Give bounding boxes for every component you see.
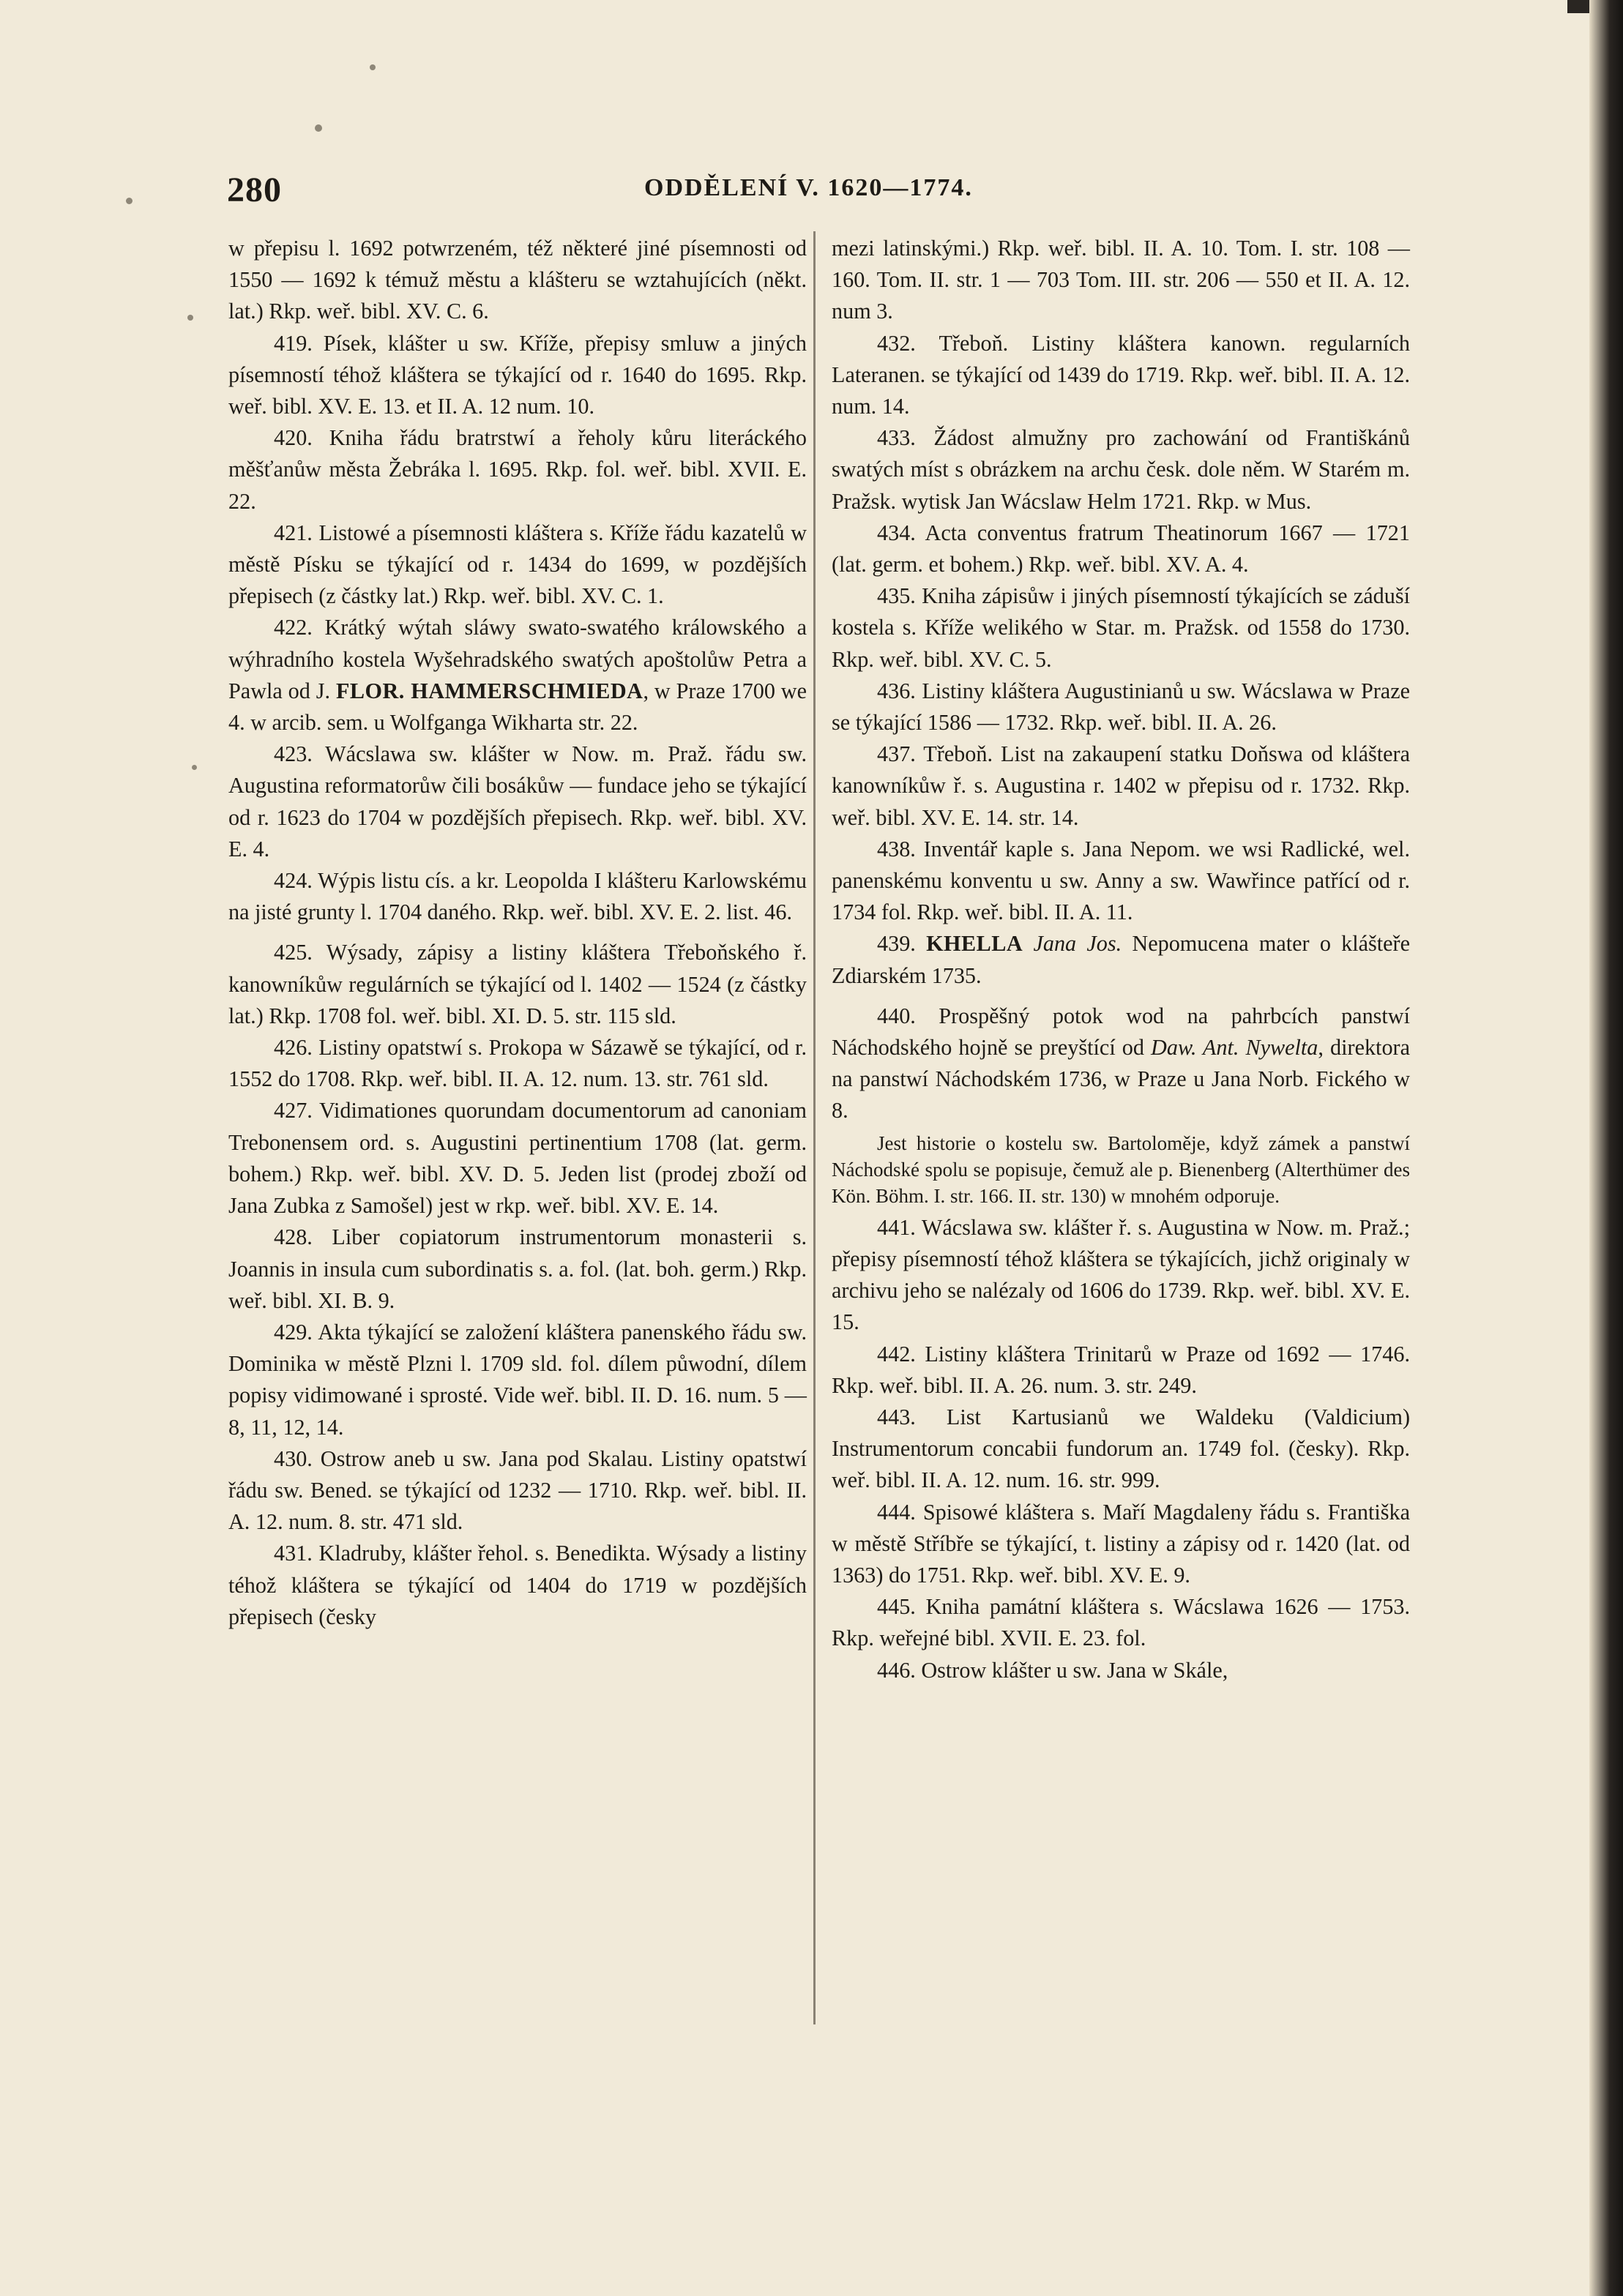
entry-text: 434. Acta conventus fratrum Theatinorum 1667 — 1721 (lat. germ. et bohem.) Rkp. weř. bibl. XV. A. 4.	[832, 520, 1410, 577]
entry-text: w přepisu l. 1692 potwrzeném, též některé jiné písemnosti od 1550 — 1692 k témuž městu a klášteru se wztahujících (někt. lat.) Rkp. weř. bibl. XV. C. 6.	[228, 236, 807, 324]
paper-speck	[187, 315, 193, 321]
footnote-paragraph	[832, 1130, 1410, 1209]
catalog-entry	[832, 517, 1410, 580]
entry-text: 424. Wýpis listu cís. a kr. Leopolda I klášteru Karlowskému na jisté grunty l. 1704 daného. Rkp. weř. bibl. XV. E. 2. list. 46.	[228, 868, 807, 925]
left-column	[228, 233, 807, 1633]
catalog-entry	[228, 937, 807, 1032]
catalog-entry	[832, 928, 1410, 991]
catalog-entry	[832, 1591, 1410, 1654]
catalog-entry	[832, 580, 1410, 676]
catalog-entry	[832, 328, 1410, 423]
entry-text: Jest historie o kostelu sw. Bartoloměje, když zámek a panstwí Náchodské spolu se popisuje, čemuž ale p. Bienenberg (Alterthümer des Kön. Böhm. I. str. 166. II. str. 130) w mnohém odporuje.	[832, 1132, 1410, 1207]
entry-text: mezi latinskými.) Rkp. weř. bibl. II. A. 10. Tom. I. str. 108 — 160. Tom. II. str. 1 — 703 Tom. III. str. 206 — 550 et II. A. 12. num 3.	[832, 236, 1410, 324]
catalog-entry	[832, 1497, 1410, 1592]
page-number: 280	[227, 171, 282, 209]
right-column	[832, 233, 1410, 1686]
entry-text: 440. Prospěšný potok wod na pahrbcích panstwí Náchodského hojně se preyštící od	[832, 1003, 1410, 1061]
entry-text: 445. Kniha památní kláštera s. Wácslawa 1626 — 1753. Rkp. weřejné bibl. XVII. E. 23. fol.	[832, 1594, 1410, 1651]
catalog-entry	[832, 676, 1410, 738]
catalog-entry	[832, 422, 1410, 517]
entry-text: 446. Ostrow klášter u sw. Jana w Skále,	[877, 1657, 1228, 1683]
entry-text: 439.	[877, 931, 916, 957]
entry-author-italic: Daw. Ant. Nywelta	[1151, 1035, 1318, 1061]
catalog-entry	[832, 1001, 1410, 1127]
entry-text: 444. Spisowé kláštera s. Maří Magdaleny řádu s. Františka w městě Stříbře se týkající, t. listiny a zápisy od r. 1420 (lat. od 1363) do 1751. Rkp. weř. bibl. XV. E. 9.	[832, 1499, 1410, 1588]
entry-author-italic: Jana Jos.	[1033, 931, 1122, 957]
entry-text: 427. Vidimationes quorundam documentorum ad canoniam Trebonensem ord. s. Augustini pertinentium 1708 (lat. germ. bohem.) Rkp. weř. bibl. XV. D. 5. Jeden list (prodej zboží od Jana Zubka z Samošel) jest w rkp. weř. bibl. XV. E. 14.	[228, 1098, 807, 1219]
catalog-entry	[228, 517, 807, 613]
entry-text-after: Nepomucena mater o klášteře Zdiarském 1735.	[832, 931, 1411, 988]
entry-text: 438. Inventář kaple s. Jana Nepom. we wsi Radlické, wel. panenskému konventu u sw. Anny a sw. Wawřince patřící od r. 1734 fol. Rkp. weř. bibl. II. A. 11.	[832, 836, 1410, 925]
entry-text: 419. Písek, klášter u sw. Kříže, přepisy smluw a jiných písemností téhož kláštera se týkající od r. 1640 do 1695. Rkp. weř. bibl. XV. E. 13. et II. A. 12 num. 10.	[228, 330, 807, 419]
entry-text: 425. Wýsady, zápisy a listiny kláštera Třeboňského ř. kanowníkůw regulárních se týkající od l. 1402 — 1524 (z částky lat.) Rkp. 1708 fol. weř. bibl. XI. D. 5. str. 115 sld.	[228, 940, 807, 1028]
entry-text: 431. Kladruby, klášter řehol. s. Benedikta. Wýsady a listiny téhož kláštera se týkající od 1404 do 1719 w pozdějších přepisech (česky	[228, 1541, 807, 1629]
entry-text: 430. Ostrow aneb u sw. Jana pod Skalau. Listiny opatstwí řádu sw. Bened. se týkající od 1232 — 1710. Rkp. weř. bibl. II. A. 12. num. 8. str. 471 sld.	[228, 1446, 807, 1535]
entry-text: 421. Listowé a písemnosti kláštera s. Kříže řádu kazatelů w městě Písku se týkající od r. 1434 do 1699, w pozdějších přepisech (z částky lat.) Rkp. weř. bibl. XV. C. 1.	[228, 520, 807, 609]
entry-text: 423. Wácslawa sw. klášter w Now. m. Praž. řádu sw. Augustina reformatorůw čili bosákůw — fundace jeho se týkající od r. 1623 do 1704 w pozdějších přepisech. Rkp. weř. bibl. XV. E. 4.	[228, 741, 807, 861]
entry-text: 429. Akta týkající se založení kláštera panenského řádu sw. Dominika w městě Plzni l. 1709 sld. fol. dílem půwodní, dílem popisy vidimowané i sprosté. Vide weř. bibl. II. D. 16. num. 5 — 8, 11, 12, 14.	[228, 1319, 807, 1440]
catalog-entry	[832, 834, 1410, 929]
entry-text: 436. Listiny kláštera Augustinianů u sw. Wácslawa w Praze se týkající 1586 — 1732. Rkp. weř. bibl. II. A. 26.	[832, 678, 1410, 736]
paper-speck	[370, 64, 376, 70]
catalog-entry	[832, 1212, 1410, 1339]
catalog-entry	[228, 233, 807, 328]
entry-text: 441. Wácslawa sw. klášter ř. s. Augustina w Now. m. Praž.; přepisy písemností téhož kláštera se týkajících, jichž originaly w archivu jeho se nalézaly od 1606 do 1739. Rkp. weř. bibl. XV. E. 15.	[832, 1214, 1410, 1335]
catalog-entry	[228, 1317, 807, 1443]
entry-text: 437. Třeboň. List na zakaupení statku Doňswa od kláštera kanowníkůw ř. s. Augustina r. 1402 w přepisu od r. 1732. Rkp. weř. bibl. XV. E. 14. str. 14.	[832, 741, 1410, 830]
entry-text: 433. Žádost almužny pro zachowání od Františkánů swatých míst s obrázkem na archu česk. dole něm. W Starém m. Pražsk. wytisk Jan Wácslaw Helm 1721. Rkp. w Mus.	[832, 425, 1410, 514]
paper-speck	[315, 124, 322, 132]
catalog-entry	[228, 738, 807, 865]
entry-text: 435. Kniha zápisůw i jiných písemností týkajících se záduší kostela s. Kříže welikého w Star. m. Pražsk. od 1558 do 1730. Rkp. weř. bibl. XV. C. 5.	[832, 583, 1410, 672]
entry-text: 442. Listiny kláštera Trinitarů w Praze od 1692 — 1746. Rkp. weř. bibl. II. A. 26. num. 3. str. 249.	[832, 1341, 1410, 1398]
entry-text: 432. Třeboň. Listiny kláštera kanown. regularních Lateranen. se týkající od 1439 do 1719. Rkp. weř. bibl. II. A. 12. num. 14.	[832, 330, 1410, 419]
entry-author: KHELLA	[926, 931, 1023, 957]
entry-text: 420. Kniha řádu bratrstwí a řeholy kůru literáckého měšťanůw města Žebráka l. 1695. Rkp. fol. weř. bibl. XVII. E. 22.	[228, 425, 807, 514]
entry-author: FLOR. HAMMERSCHMIEDA	[335, 678, 643, 703]
catalog-entry	[228, 328, 807, 423]
catalog-entry	[228, 865, 807, 928]
catalog-entry	[228, 1443, 807, 1538]
catalog-entry	[832, 233, 1410, 328]
page-corner-mark	[1567, 0, 1589, 13]
paper-speck	[192, 765, 197, 770]
catalog-entry	[228, 422, 807, 517]
catalog-entry	[228, 1538, 807, 1633]
entry-text-after: , direktora na panstwí Náchodském 1736, w Praze u Jana Norb. Fického w 8.	[832, 1035, 1410, 1123]
entry-text: 428. Liber copiatorum instrumentorum monasterii s. Joannis in insula cum subordinatis s. a. fol. (lat. boh. germ.) Rkp. weř. bibl. XI. B. 9.	[228, 1224, 807, 1313]
page-edge	[1589, 0, 1623, 2296]
paper-speck	[126, 198, 133, 204]
catalog-entry	[228, 612, 807, 738]
catalog-entry	[228, 1222, 807, 1317]
page-header	[227, 170, 1428, 214]
running-title: ODDĚLENÍ V. 1620—1774.	[644, 174, 973, 201]
catalog-entry	[228, 1032, 807, 1095]
catalog-entry	[832, 1402, 1410, 1497]
catalog-entry	[832, 1339, 1410, 1402]
entry-text: 426. Listiny opatstwí s. Prokopa w Sázawě se týkající, od r. 1552 do 1708. Rkp. weř. bibl. II. A. 12. num. 13. str. 761 sld.	[228, 1035, 807, 1092]
catalog-entry	[228, 1095, 807, 1222]
catalog-entry	[832, 738, 1410, 834]
entry-text: 443. List Kartusianů we Waldeku (Valdicium) Instrumentorum concabii fundorum an. 1749 fol. (česky). Rkp. weř. bibl. II. A. 12. num. 16. str. 999.	[832, 1404, 1410, 1493]
catalog-entry	[832, 1655, 1410, 1686]
entry-text-after: , w Praze 1700 we 4. w arcib. sem. u Wolfganga Wikharta str. 22.	[228, 678, 807, 736]
entry-text: 422. Krátký wýtah sláwy swato-swatého králowského a wýhradního kostela Wyšehradského swatých apoštolůw Petra a Pawla od J.	[228, 615, 807, 703]
column-divider	[813, 231, 816, 2024]
